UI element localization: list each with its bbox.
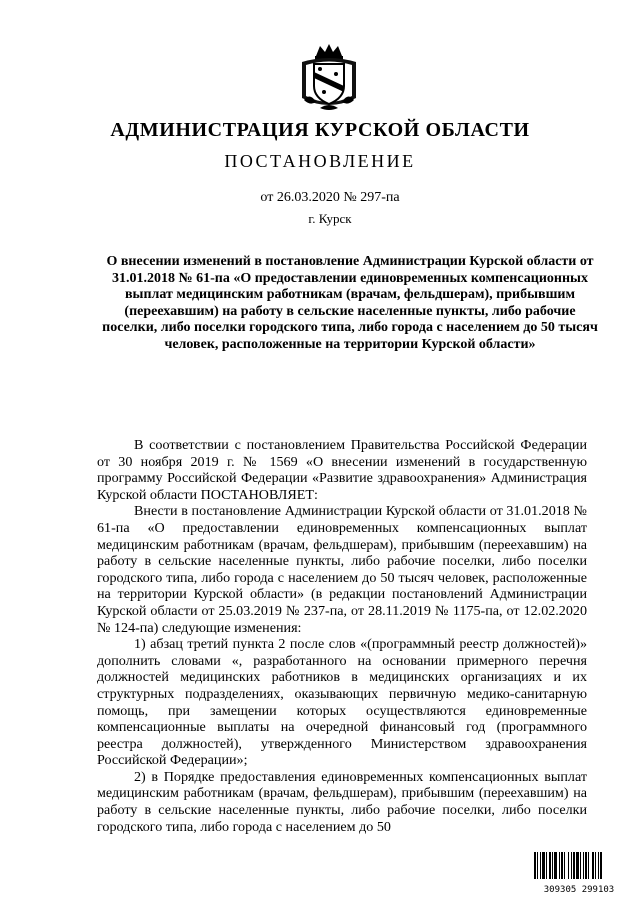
paragraph: В соответствии с постановлением Правительства Российской Федерации от 30 ноября 2019 г. № 1569 «О внесении изменений в государственную программу Российской Федерации «Развитие здравоохранения» Администрация Курской области ПОСТАНОВЛЯЕТ:	[97, 437, 587, 503]
document-city: г. Курск	[308, 211, 352, 226]
coat-of-arms-icon	[298, 42, 360, 112]
document-body	[97, 437, 587, 835]
paragraph: 1) абзац третий пункта 2 после слов «(программный реестр должностей)» дополнить словами «, разработанного на основании примерного перечня должностей медицинских работников в медицинских организациях и их структурных подразделениях, оказывающих первичную медико-санитарную помощь, при замещении которых осуществляются единовременные компенсационные выплаты на очередной финансовый год (программного реестра должностей), утвержденного Министерством здравоохранения Российской Федерации»;	[97, 636, 587, 769]
barcode-number: 309305 299103	[543, 885, 615, 895]
organization-name: АДМИНИСТРАЦИЯ КУРСКОЙ ОБЛАСТИ	[110, 119, 530, 141]
document-title: О внесении изменений в постановление Администрации Курской области от 31.01.2018 № 61-па «О предоставлении единовременных компенсационных выплат медицинским работникам (врачам, фельдшерам), прибывшим (переехавшим) на работу в сельские населенные пункты, либо рабочие поселки, либо поселки городского типа, либо города с населением до 50 тысяч человек, расположенные на территории Курской области»	[102, 254, 598, 352]
document-date-number: от 26.03.2020 № 297-па	[260, 190, 400, 205]
paragraph: 2) в Порядке предоставления единовременных компенсационных выплат медицинским работникам (врачам, фельдшерам), прибывшим (переехавшим) на работу в сельские населенные пункты, либо рабочие поселки, либо поселки городского типа, либо города с населением до 50	[97, 768, 587, 835]
paragraph: Внести в постановление Администрации Курской области от 31.01.2018 № 61-па «О предоставлении единовременных компенсационных выплат медицинским работникам (врачам, фельдшерам), прибывшим (переехавшим) на работу в сельские населенные пункты, либо рабочие поселки, либо поселки городского типа, либо города с населением до 50 тысяч человек, расположенные на территории Курской области» (в редакции постановлений Администрации Курской области от 25.03.2019 № 237-па, от 28.11.2019 № 1175-па, от 12.02.2020 № 124-па) следующие изменения:	[97, 503, 587, 636]
barcode	[534, 852, 624, 895]
document-type: ПОСТАНОВЛЕНИЕ	[224, 151, 416, 171]
barcode-icon	[534, 852, 624, 879]
